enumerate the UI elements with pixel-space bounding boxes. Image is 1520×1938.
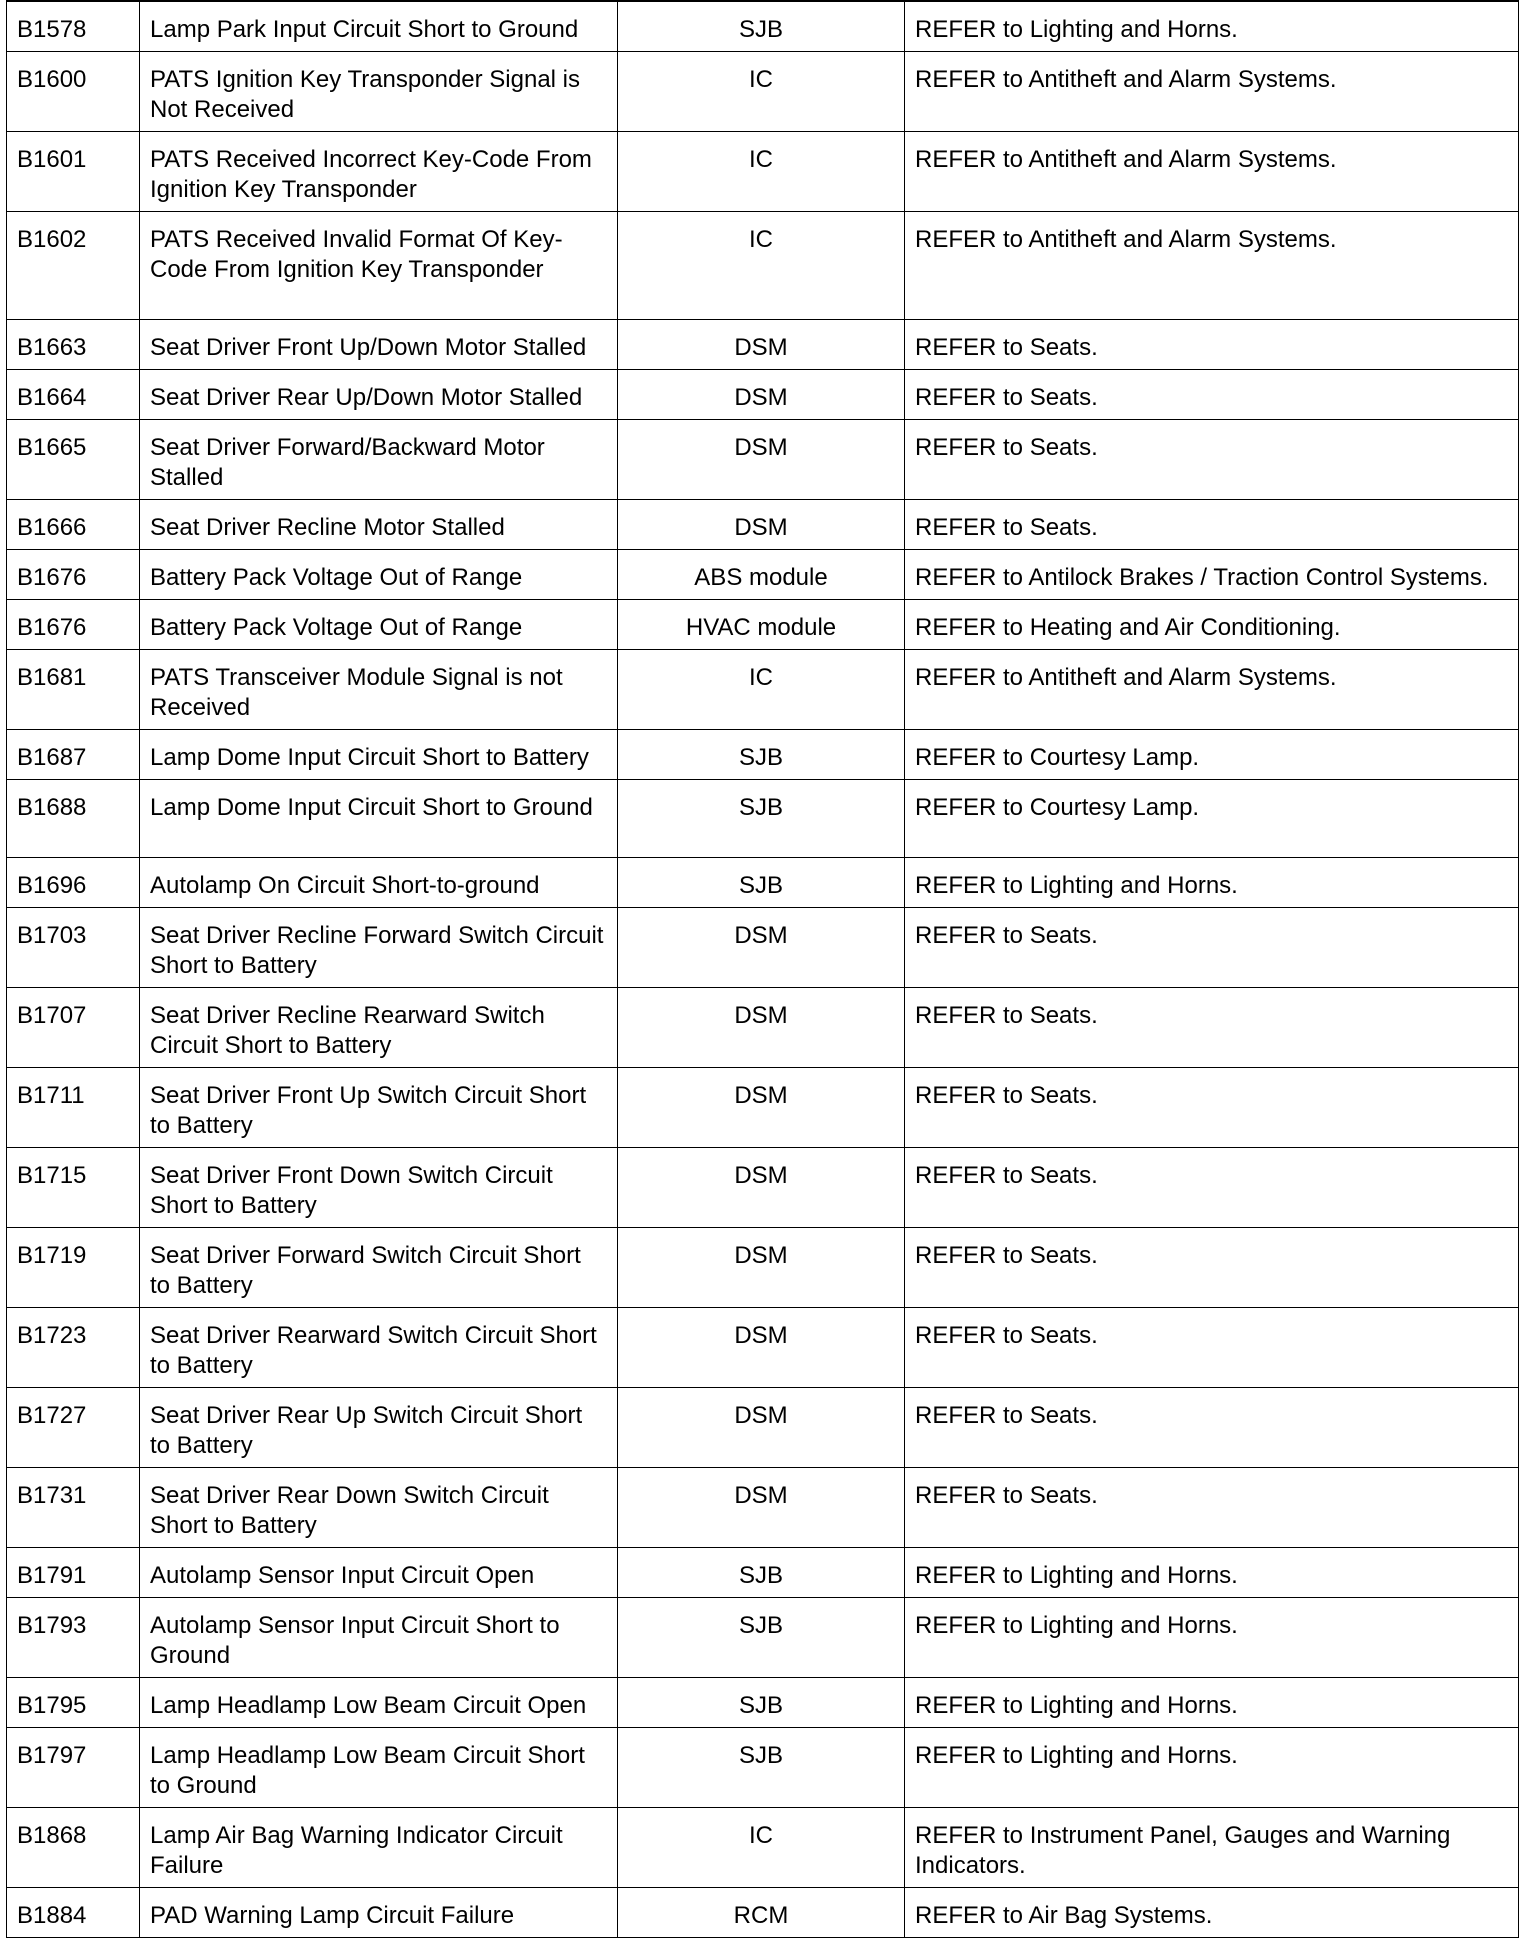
table-row (7, 650, 1519, 730)
table-row (7, 52, 1519, 132)
dtc-code-cell: B1602 (7, 212, 140, 320)
table-row (7, 500, 1519, 550)
dtc-table-body (7, 1, 1519, 1938)
dtc-code-cell: B1578 (7, 1, 140, 52)
dtc-code-cell: B1687 (7, 730, 140, 780)
description-cell: Seat Driver Front Down Switch Circuit Short to Battery (140, 1148, 618, 1228)
dtc-code-cell: B1676 (7, 600, 140, 650)
table-row (7, 1308, 1519, 1388)
module-cell: DSM (618, 500, 905, 550)
table-row (7, 988, 1519, 1068)
description-cell: PATS Transceiver Module Signal is not Received (140, 650, 618, 730)
dtc-code-cell: B1723 (7, 1308, 140, 1388)
action-cell: REFER to Antitheft and Alarm Systems. (905, 212, 1519, 320)
dtc-code-cell: B1711 (7, 1068, 140, 1148)
table-row (7, 550, 1519, 600)
dtc-code-cell: B1719 (7, 1228, 140, 1308)
table-row (7, 1678, 1519, 1728)
module-cell: DSM (618, 908, 905, 988)
table-row (7, 1598, 1519, 1678)
description-cell: PATS Ignition Key Transponder Signal is Not Received (140, 52, 618, 132)
action-cell: REFER to Lighting and Horns. (905, 1548, 1519, 1598)
dtc-code-cell: B1791 (7, 1548, 140, 1598)
dtc-code-cell: B1666 (7, 500, 140, 550)
module-cell: DSM (618, 1148, 905, 1228)
action-cell: REFER to Seats. (905, 1468, 1519, 1548)
dtc-code-cell: B1600 (7, 52, 140, 132)
action-cell: REFER to Instrument Panel, Gauges and Warning Indicators. (905, 1808, 1519, 1888)
table-row (7, 780, 1519, 858)
dtc-code-cell: B1696 (7, 858, 140, 908)
module-cell: SJB (618, 780, 905, 858)
table-row (7, 1388, 1519, 1468)
dtc-code-cell: B1868 (7, 1808, 140, 1888)
module-cell: HVAC module (618, 600, 905, 650)
table-row (7, 320, 1519, 370)
table-row (7, 1808, 1519, 1888)
action-cell: REFER to Antitheft and Alarm Systems. (905, 650, 1519, 730)
table-row (7, 420, 1519, 500)
table-row (7, 908, 1519, 988)
module-cell: RCM (618, 1888, 905, 1938)
dtc-code-cell: B1707 (7, 988, 140, 1068)
table-row (7, 1228, 1519, 1308)
table-row (7, 730, 1519, 780)
action-cell: REFER to Lighting and Horns. (905, 1598, 1519, 1678)
action-cell: REFER to Antilock Brakes / Traction Control Systems. (905, 550, 1519, 600)
table-row (7, 212, 1519, 320)
action-cell: REFER to Seats. (905, 1308, 1519, 1388)
description-cell: Lamp Dome Input Circuit Short to Ground (140, 780, 618, 858)
description-cell: Lamp Headlamp Low Beam Circuit Short to Ground (140, 1728, 618, 1808)
table-row (7, 1548, 1519, 1598)
module-cell: DSM (618, 370, 905, 420)
dtc-code-cell: B1703 (7, 908, 140, 988)
action-cell: REFER to Seats. (905, 908, 1519, 988)
description-cell: PATS Received Incorrect Key-Code From Ignition Key Transponder (140, 132, 618, 212)
dtc-table (6, 0, 1519, 1938)
action-cell: REFER to Courtesy Lamp. (905, 780, 1519, 858)
description-cell: Autolamp On Circuit Short-to-ground (140, 858, 618, 908)
action-cell: REFER to Seats. (905, 1068, 1519, 1148)
description-cell: Seat Driver Front Up/Down Motor Stalled (140, 320, 618, 370)
module-cell: DSM (618, 1468, 905, 1548)
description-cell: Lamp Dome Input Circuit Short to Battery (140, 730, 618, 780)
module-cell: SJB (618, 1728, 905, 1808)
action-cell: REFER to Seats. (905, 320, 1519, 370)
module-cell: DSM (618, 988, 905, 1068)
dtc-code-cell: B1727 (7, 1388, 140, 1468)
description-cell: PAD Warning Lamp Circuit Failure (140, 1888, 618, 1938)
description-cell: Seat Driver Forward/Backward Motor Stalled (140, 420, 618, 500)
module-cell: IC (618, 132, 905, 212)
dtc-code-cell: B1795 (7, 1678, 140, 1728)
description-cell: Lamp Air Bag Warning Indicator Circuit Failure (140, 1808, 618, 1888)
table-row (7, 1068, 1519, 1148)
module-cell: SJB (618, 1548, 905, 1598)
description-cell: Autolamp Sensor Input Circuit Short to Ground (140, 1598, 618, 1678)
dtc-code-cell: B1797 (7, 1728, 140, 1808)
module-cell: SJB (618, 858, 905, 908)
table-row (7, 858, 1519, 908)
description-cell: Seat Driver Rearward Switch Circuit Short to Battery (140, 1308, 618, 1388)
description-cell: Seat Driver Rear Down Switch Circuit Short to Battery (140, 1468, 618, 1548)
description-cell: Battery Pack Voltage Out of Range (140, 600, 618, 650)
table-row (7, 1148, 1519, 1228)
description-cell: Battery Pack Voltage Out of Range (140, 550, 618, 600)
dtc-code-cell: B1601 (7, 132, 140, 212)
module-cell: SJB (618, 1, 905, 52)
dtc-code-cell: B1663 (7, 320, 140, 370)
action-cell: REFER to Seats. (905, 1228, 1519, 1308)
module-cell: DSM (618, 320, 905, 370)
description-cell: Lamp Park Input Circuit Short to Ground (140, 1, 618, 52)
action-cell: REFER to Antitheft and Alarm Systems. (905, 132, 1519, 212)
action-cell: REFER to Antitheft and Alarm Systems. (905, 52, 1519, 132)
dtc-code-cell: B1715 (7, 1148, 140, 1228)
module-cell: DSM (618, 1068, 905, 1148)
dtc-code-cell: B1664 (7, 370, 140, 420)
table-row (7, 370, 1519, 420)
table-row (7, 132, 1519, 212)
table-row (7, 1, 1519, 52)
description-cell: Autolamp Sensor Input Circuit Open (140, 1548, 618, 1598)
module-cell: DSM (618, 1308, 905, 1388)
action-cell: REFER to Courtesy Lamp. (905, 730, 1519, 780)
dtc-code-cell: B1681 (7, 650, 140, 730)
action-cell: REFER to Lighting and Horns. (905, 858, 1519, 908)
action-cell: REFER to Seats. (905, 370, 1519, 420)
action-cell: REFER to Seats. (905, 500, 1519, 550)
description-cell: Seat Driver Rear Up/Down Motor Stalled (140, 370, 618, 420)
module-cell: SJB (618, 730, 905, 780)
action-cell: REFER to Seats. (905, 988, 1519, 1068)
module-cell: ABS module (618, 550, 905, 600)
action-cell: REFER to Lighting and Horns. (905, 1678, 1519, 1728)
action-cell: REFER to Seats. (905, 1388, 1519, 1468)
description-cell: Lamp Headlamp Low Beam Circuit Open (140, 1678, 618, 1728)
action-cell: REFER to Lighting and Horns. (905, 1, 1519, 52)
module-cell: IC (618, 52, 905, 132)
module-cell: IC (618, 1808, 905, 1888)
module-cell: IC (618, 650, 905, 730)
module-cell: DSM (618, 420, 905, 500)
dtc-code-cell: B1884 (7, 1888, 140, 1938)
action-cell: REFER to Seats. (905, 420, 1519, 500)
module-cell: DSM (618, 1228, 905, 1308)
table-row (7, 600, 1519, 650)
module-cell: SJB (618, 1598, 905, 1678)
action-cell: REFER to Seats. (905, 1148, 1519, 1228)
dtc-code-cell: B1688 (7, 780, 140, 858)
dtc-code-cell: B1676 (7, 550, 140, 600)
description-cell: Seat Driver Recline Motor Stalled (140, 500, 618, 550)
action-cell: REFER to Heating and Air Conditioning. (905, 600, 1519, 650)
module-cell: IC (618, 212, 905, 320)
dtc-code-cell: B1665 (7, 420, 140, 500)
dtc-code-cell: B1793 (7, 1598, 140, 1678)
action-cell: REFER to Lighting and Horns. (905, 1728, 1519, 1808)
module-cell: SJB (618, 1678, 905, 1728)
table-row (7, 1728, 1519, 1808)
description-cell: Seat Driver Recline Forward Switch Circuit Short to Battery (140, 908, 618, 988)
description-cell: PATS Received Invalid Format Of Key-Code From Ignition Key Transponder (140, 212, 618, 320)
description-cell: Seat Driver Recline Rearward Switch Circuit Short to Battery (140, 988, 618, 1068)
action-cell: REFER to Air Bag Systems. (905, 1888, 1519, 1938)
module-cell: DSM (618, 1388, 905, 1468)
table-row (7, 1888, 1519, 1938)
description-cell: Seat Driver Front Up Switch Circuit Short to Battery (140, 1068, 618, 1148)
description-cell: Seat Driver Rear Up Switch Circuit Short to Battery (140, 1388, 618, 1468)
dtc-code-cell: B1731 (7, 1468, 140, 1548)
description-cell: Seat Driver Forward Switch Circuit Short to Battery (140, 1228, 618, 1308)
table-row (7, 1468, 1519, 1548)
